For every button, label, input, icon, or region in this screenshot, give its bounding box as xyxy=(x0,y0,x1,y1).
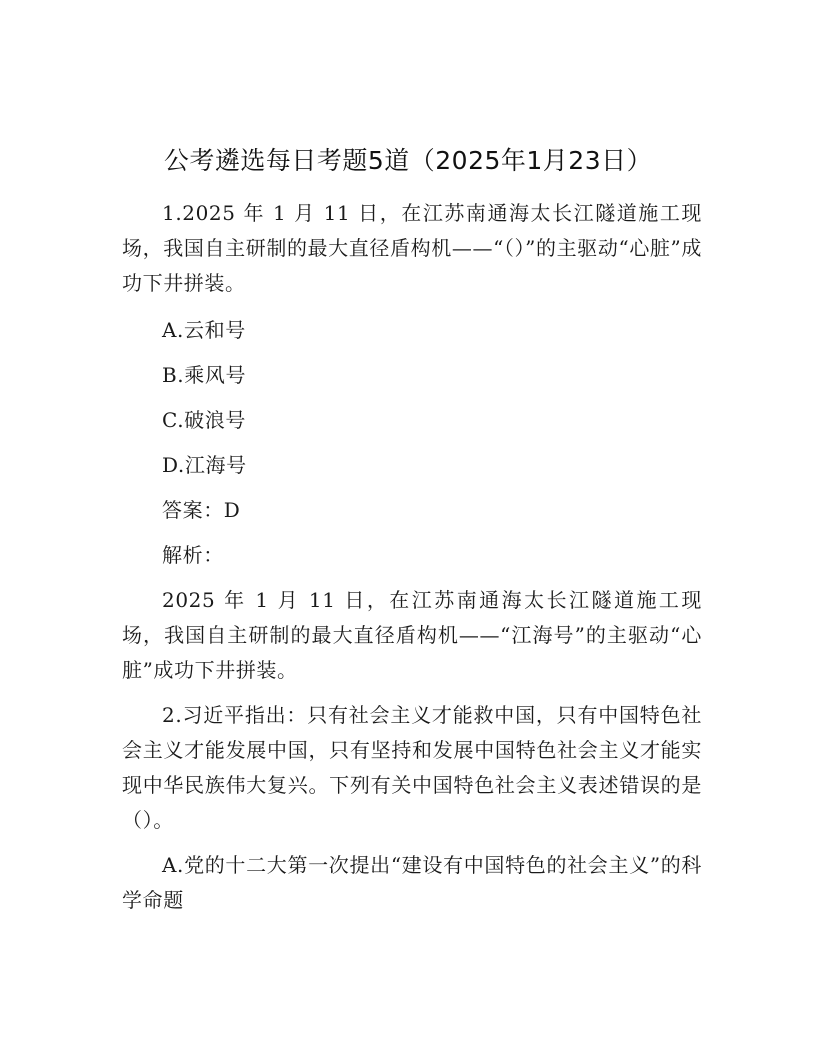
question-1-option-b: B.乘风号 xyxy=(162,363,247,387)
question-1-analysis: 2025 年 1 月 11 日，在江苏南通海太长江隧道施工现场，我国自主研制的最大直径盾构机——“江海号”的主驱动“心脏”成功下井拼装。 xyxy=(122,588,702,682)
page-title: 公考遴选每日考题5道（2025年1月23日） xyxy=(163,146,653,175)
document-body xyxy=(122,196,702,918)
question-1-analysis-label: 解析： xyxy=(162,543,224,567)
question-2-option-a: A.党的十二大第一次提出“建设有中国特色的社会主义”的科学命题 xyxy=(122,853,702,912)
question-1-option-c: C.破浪号 xyxy=(162,408,246,432)
question-1-option-a: A.云和号 xyxy=(162,318,246,342)
question-1-stem: 1.2025 年 1 月 11 日，在江苏南通海太长江隧道施工现场，我国自主研制的最大直径盾构机——“（）”的主驱动“心脏”成功下井拼装。 xyxy=(122,201,702,295)
question-1-answer: 答案：D xyxy=(162,498,241,522)
question-2-stem: 2.习近平指出：只有社会主义才能救中国，只有中国特色社会主义才能发展中国，只有坚持和发展中国特色社会主义才能实现中华民族伟大复兴。下列有关中国特色社会主义表述错误的是（）。 xyxy=(122,703,702,832)
question-1-option-d: D.江海号 xyxy=(162,453,247,477)
